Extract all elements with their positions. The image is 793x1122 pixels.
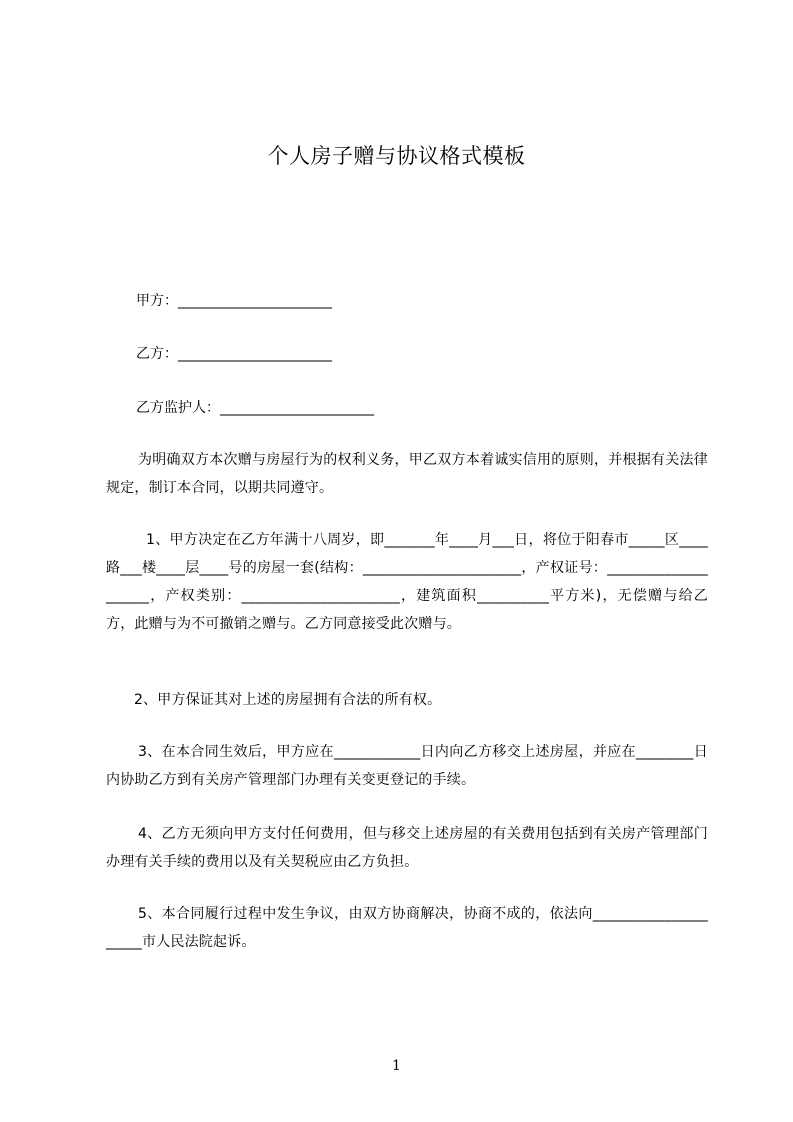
document-title: 个人房子赠与协议格式模板 bbox=[267, 144, 526, 168]
clause-2: 2、甲方保证其对上述的房屋拥有合法的所有权。 bbox=[134, 692, 442, 708]
clause-3: 3、在本合同生效后，甲方应在____________日内向乙方移交上述房屋，并应在________日内协助乙方到有关房产管理部门办理有关变更登记的手续。 bbox=[106, 744, 708, 788]
guardian-line: 乙方监护人：______________________ bbox=[136, 400, 374, 416]
clause-5: 5、本合同履行过程中发生争议，由双方协商解决，协商不成的，依法向_____________________市人民法院起诉。 bbox=[106, 906, 708, 950]
preamble-paragraph: 为明确双方本次赠与房屋行为的权利义务，甲乙双方本着诚实信用的原则，并根据有关法律规定，制订本合同，以期共同遵守。 bbox=[106, 452, 708, 496]
clause-4: 4、乙方无须向甲方支付任何费用，但与移交上述房屋的有关费用包括到有关房产管理部门办理有关手续的费用以及有关契税应由乙方负担。 bbox=[106, 826, 708, 870]
party-a-line: 甲方：______________________ bbox=[136, 293, 332, 309]
party-b-line: 乙方：______________________ bbox=[136, 346, 332, 362]
page-number: 1 bbox=[392, 1058, 401, 1074]
clause-1: 1、甲方决定在乙方年满十八周岁，即_______年____月___日，将位于阳春市_____区____路___楼____层____号的房屋一套(结构：______________________，产权证号：____________________，产权类别：______________________，建筑面积__________平方米)，无偿赠与给乙方，此赠与为不可撤销之赠与。乙方同意接受此次赠与。 bbox=[106, 532, 708, 632]
